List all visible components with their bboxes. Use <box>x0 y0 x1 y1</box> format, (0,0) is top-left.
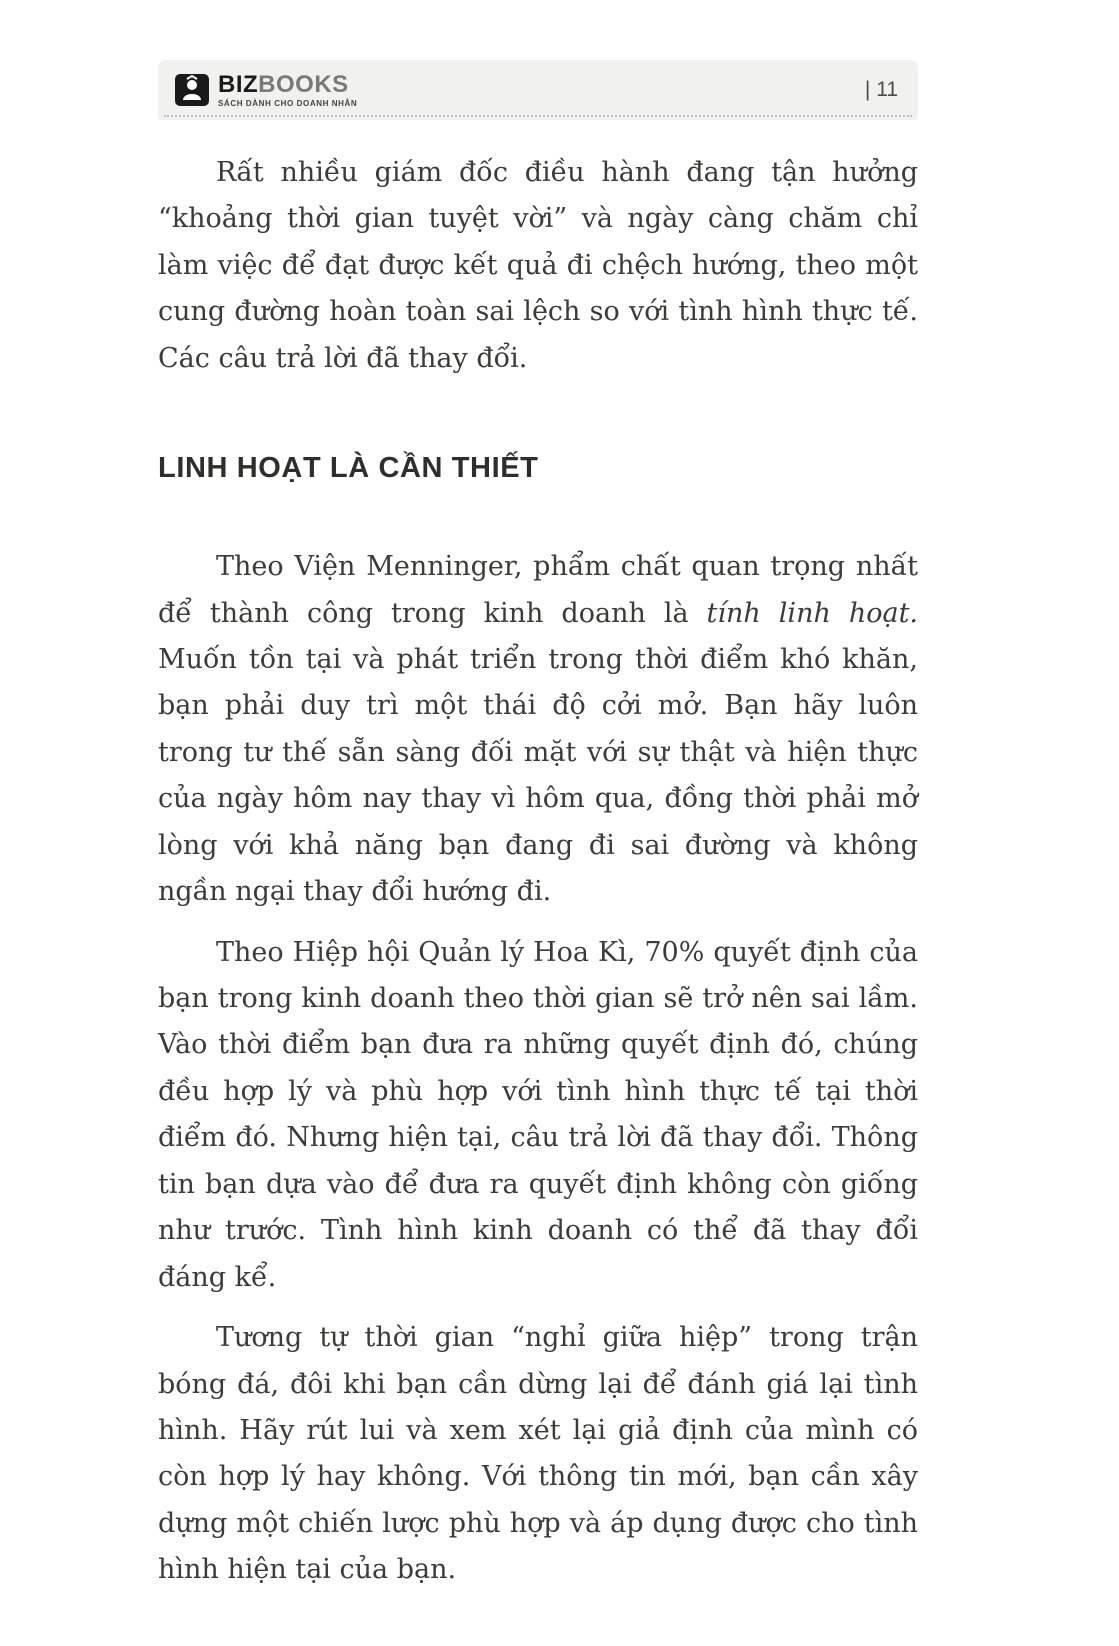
paragraph-3: Theo Hiệp hội Quản lý Hoa Kì, 70% quyết định của bạn trong kinh doanh theo thời gian sẽ trở nên sai lầm. Vào thời điểm bạn đưa ra những quyết định đó, chúng đều hợp lý và phù hợp với tình hình thực tế tại thời điểm đó. Nhưng hiện tại, câu trả lời đã thay đổi. Thông tin bạn dựa vào để đưa ra quyết định không còn giống như trước. Tình hình kinh doanh có thể đã thay đổi đáng kể. <box>158 936 918 1293</box>
page-number: | 11 <box>864 78 898 101</box>
logo-text-block <box>218 70 358 108</box>
logo-title-books: BOOKS <box>258 70 349 98</box>
logo-subtitle: SÁCH DÀNH CHO DOANH NHÂN <box>218 98 358 108</box>
logo-title-biz: BIZ <box>218 70 259 98</box>
paragraph-2-before: Theo Viện Menninger, phẩm chất quan trọng nhất để thành công trong kinh doanh là <box>158 551 918 629</box>
section-heading: LINH HOẠT LÀ CẦN THIẾT <box>158 452 539 485</box>
logo-title <box>218 70 357 98</box>
page-content <box>158 150 918 1608</box>
paragraph-1: Rất nhiều giám đốc điều hành đang tận hưởng “khoảng thời gian tuyệt vời” và ngày càng chăm chỉ làm việc để đạt được kết quả đi chệch hướng, theo một cung đường hoàn toàn sai lệch so với tình hình thực tế. Các câu trả lời đã thay đổi. <box>158 157 918 374</box>
page-header <box>158 60 918 120</box>
paragraph-2 <box>158 544 918 916</box>
bizbooks-logo <box>174 70 358 108</box>
paragraph-2-after: Muốn tồn tại và phát triển trong thời điểm khó khăn, bạn phải duy trì một thái độ cởi mở. Bạn hãy luôn trong tư thế sẵn sàng đối mặt với sự thật và hiện thực của ngày hôm nay thay vì hôm qua, đồng thời phải mở lòng với khả năng bạn đang đi sai đường và không ngần ngại thay đổi hướng đi. <box>158 643 918 908</box>
paragraph-2-italic: tính linh hoạt. <box>706 597 918 629</box>
paragraph-4: Tương tự thời gian “nghỉ giữa hiệp” trong trận bóng đá, đôi khi bạn cần dừng lại để đánh giá lại tình hình. Hãy rút lui và xem xét lại giả định của mình có còn hợp lý hay không. Với thông tin mới, bạn cần xây dựng một chiến lược phù hợp và áp dụng được cho tình hình hiện tại của bạn. <box>158 1322 918 1586</box>
bizbooks-logo-icon <box>174 73 210 107</box>
